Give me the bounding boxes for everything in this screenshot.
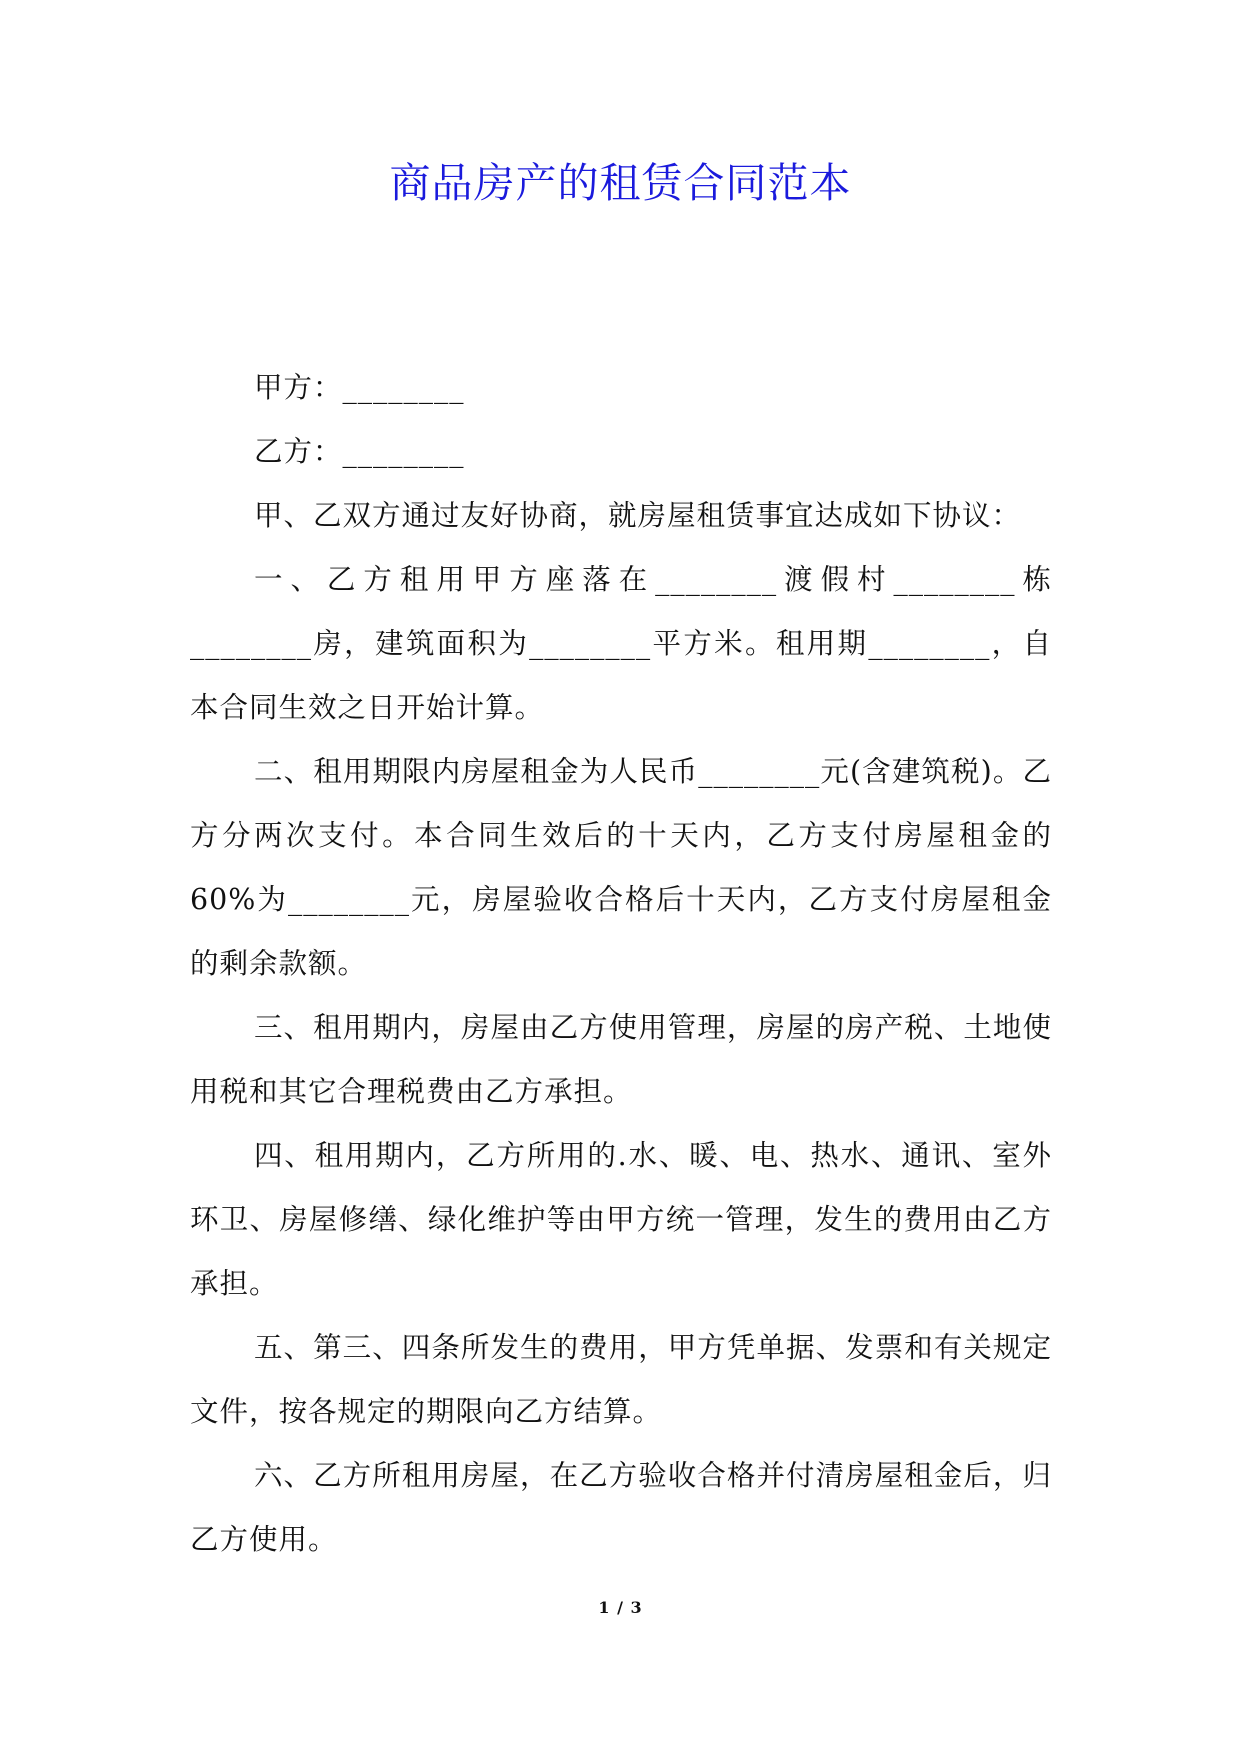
clause-5: 五、第三、四条所发生的费用，甲方凭单据、发票和有关规定文件，按各规定的期限向乙方结算。	[190, 1331, 1052, 1428]
clause-6: 六、乙方所租用房屋，在乙方验收合格并付清房屋租金后，归乙方使用。	[190, 1459, 1052, 1556]
document-body	[190, 356, 1052, 1572]
party-a-line: 甲方：________	[254, 371, 465, 404]
clause-4: 四、租用期内，乙方所用的.水、暖、电、热水、通讯、室外环卫、房屋修缮、绿化维护等由甲方统一管理，发生的费用由乙方承担。	[190, 1139, 1052, 1300]
clause-3: 三、租用期内，房屋由乙方使用管理，房屋的房产税、土地使用税和其它合理税费由乙方承担。	[190, 1011, 1052, 1108]
clause-2: 二、租用期限内房屋租金为人民币________元(含建筑税)。乙方分两次支付。本合同生效后的十天内，乙方支付房屋租金的60%为________元，房屋验收合格后十天内，乙方支付房屋租金的剩余款额。	[190, 755, 1052, 980]
party-b-line: 乙方：________	[254, 435, 465, 468]
clause-1: 一、乙方租用甲方座落在________渡假村________栋________房，建筑面积为________平方米。租用期________，自本合同生效之日开始计算。	[190, 563, 1052, 724]
agreement-intro: 甲、乙双方通过友好协商，就房屋租赁事宜达成如下协议：	[254, 499, 1022, 532]
page-number: 1 / 3	[598, 1598, 643, 1617]
document-title: 商品房产的租赁合同范本	[389, 159, 852, 207]
